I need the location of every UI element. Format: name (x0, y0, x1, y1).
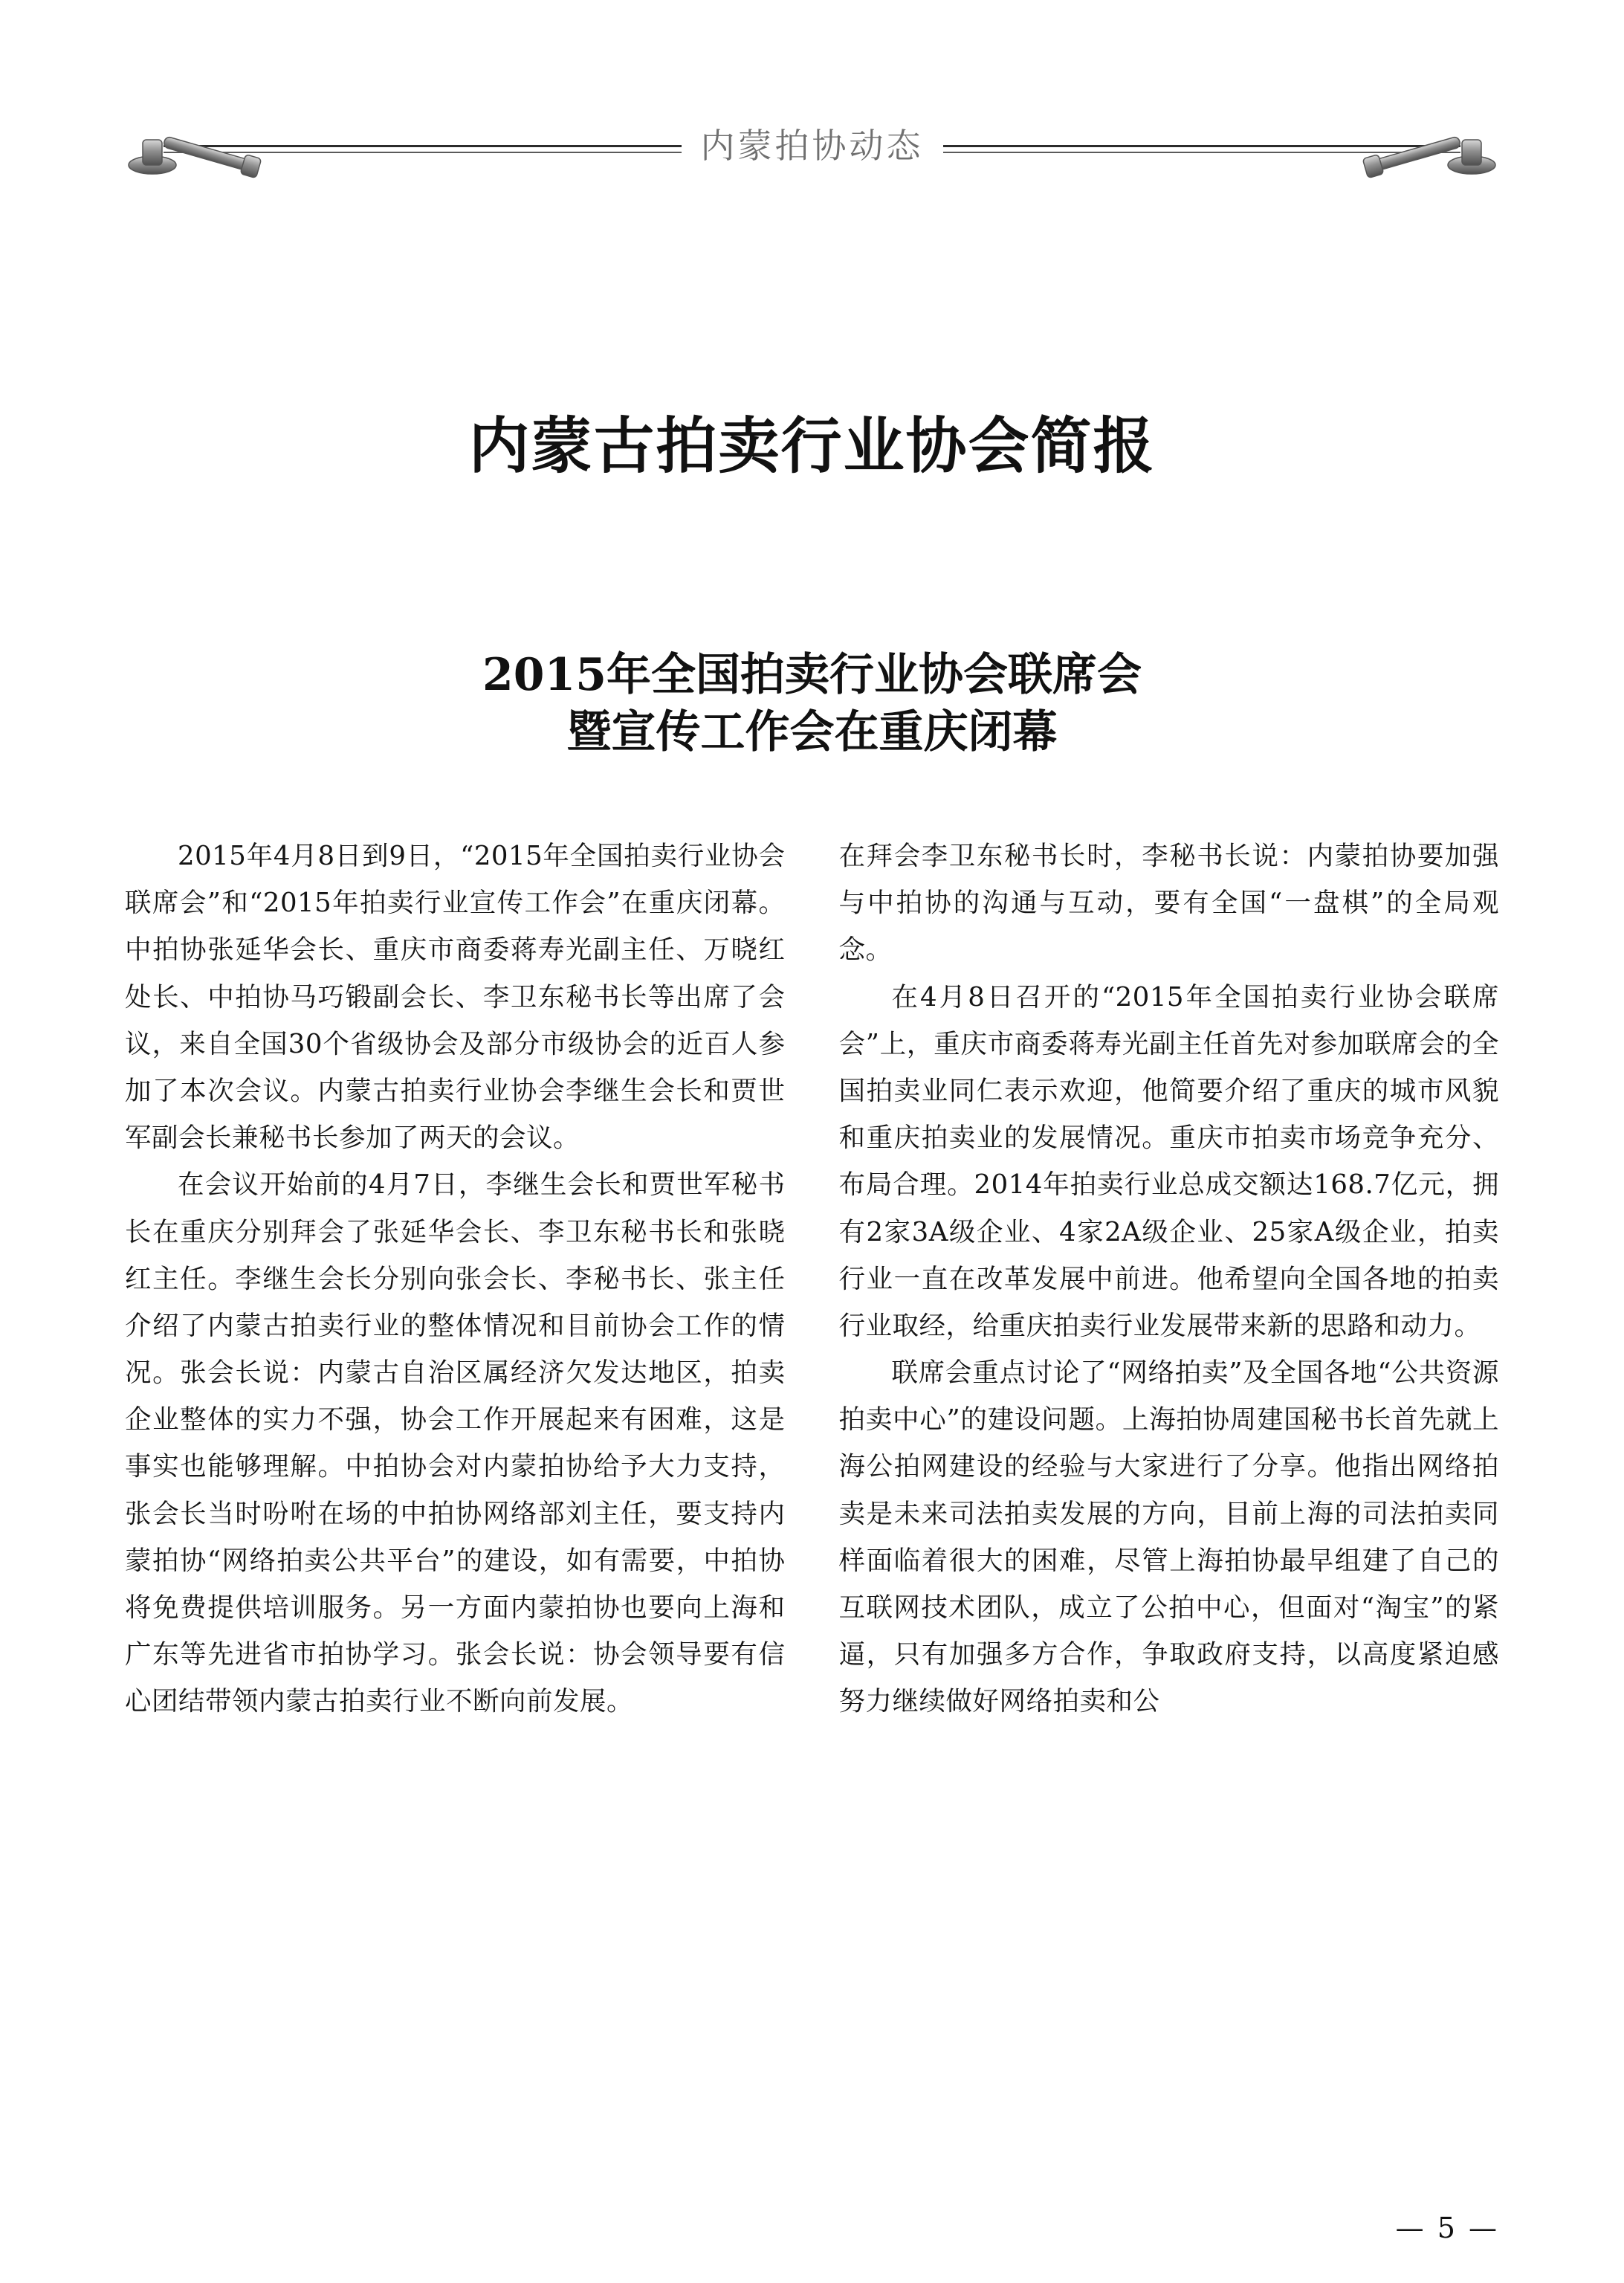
paragraph: 在4月8日召开的“2015年全国拍卖行业协会联席会”上，重庆市商委蒋寿光副主任首先对参加联席会的全国拍卖业同仁表示欢迎，他简要介绍了重庆的城市风貌和重庆拍卖业的发展情况。重庆市拍卖市场竞争充分、布局合理。2014年拍卖行业总成交额达168.7亿元，拥有2家3A级企业、4家2A级企业、25家A级企业，拍卖行业一直在改革发展中前进。他希望向全国各地的拍卖行业取经，给重庆拍卖行业发展带来新的思路和动力。 (838, 981, 1499, 1341)
right-column (839, 833, 1500, 2186)
article-title-line-2: 暨宣传工作会在重庆闭幕 (566, 705, 1058, 758)
paragraph: 联席会重点讨论了“网络拍卖”及全国各地“公共资源拍卖中心”的建设问题。上海拍协周建国秘书长首先就上海公拍网建设的经验与大家进行了分享。他指出网络拍卖是未来司法拍卖发展的方向，目前上海的司法拍卖同样面临着很大的困难，尽管上海拍协最早组建了自己的互联网技术团队，成立了公拍中心，但面对“淘宝”的紧逼，只有加强多方合作，争取政府支持，以高度紧迫感努力继续做好网络拍卖和公 (838, 1357, 1499, 1717)
article-body (125, 833, 1499, 2186)
article-title-line-1: 2015年全国拍卖行业协会联席会 (482, 648, 1142, 701)
page-number: — 5 — (1395, 2212, 1499, 2244)
left-column (125, 833, 786, 2186)
gavel-icon (126, 112, 268, 193)
paragraph: 在拜会李卫东秘书长时，李秘书长说：内蒙拍协要加强与中拍协的沟通与互动，要有全国“一盘棋”的全局观念。 (838, 841, 1499, 966)
paragraph: 2015年4月8日到9日，“2015年全国拍卖行业协会联席会”和“2015年拍卖行业宣传工作会”在重庆闭幕。中拍协张延华会长、重庆市商委蒋寿光副主任、万晓红处长、中拍协马巧锻副会长、李卫东秘书长等出席了会议，来自全国30个省级协会及部分市级协会的近百人参加了本次会议。内蒙古拍卖行业协会李继生会长和贾世军副会长兼秘书长参加了两天的会议。 (125, 841, 786, 1154)
header-banner-text: 内蒙拍协动态 (682, 119, 943, 168)
article-title (0, 647, 1624, 761)
gavel-icon (1356, 112, 1498, 193)
page-header (111, 89, 1513, 186)
page-title: 内蒙古拍卖行业协会简报 (468, 410, 1156, 482)
paragraph: 在会议开始前的4月7日，李继生会长和贾世军秘书长在重庆分别拜会了张延华会长、李卫东秘书长和张晓红主任。李继生会长分别向张会长、李秘书长、张主任介绍了内蒙古拍卖行业的整体情况和目前协会工作的情况。张会长说：内蒙古自治区属经济欠发达地区，拍卖企业整体的实力不强，协会工作开展起来有困难，这是事实也能够理解。中拍协会对内蒙拍协给予大力支持，张会长当时吩咐在场的中拍协网络部刘主任，要支持内蒙拍协“网络拍卖公共平台”的建设，如有需要，中拍协将免费提供培训服务。另一方面内蒙拍协也要向上海和广东等先进省市拍协学习。张会长说：协会领导要有信心团结带领内蒙古拍卖行业不断向前发展。 (125, 1169, 786, 1717)
